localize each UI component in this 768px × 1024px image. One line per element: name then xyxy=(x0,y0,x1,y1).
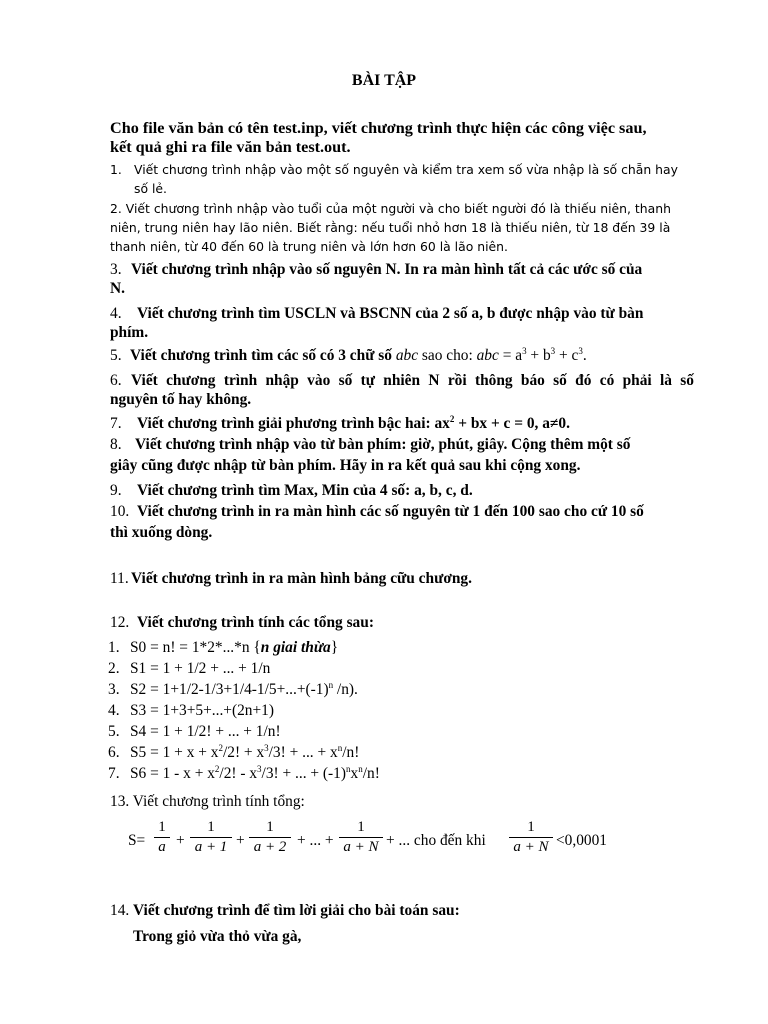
plus-sign: + xyxy=(236,832,245,849)
exercise-14-text: Viết chương trình để tìm lời giải cho bài toán sau: xyxy=(133,902,460,919)
sum-item: 2. S1 = 1 + 1/2 + ... + 1/n xyxy=(108,660,271,677)
intro-line-2: kết quả ghi ra file văn bản test.out. xyxy=(110,138,351,156)
fraction-1-over-a: 1 a xyxy=(154,818,170,857)
exercise-10-line-1: Viết chương trình in ra màn hình các số nguyên từ 1 đến 100 sao cho cứ 10 số xyxy=(137,503,644,520)
exercise-11-number: 11. xyxy=(110,570,129,587)
exercise-5-number: 5. xyxy=(110,347,122,364)
exercise-7-text: Viết chương trình giải phương trình bậc hai: $ax^2$ + bx + c = 0, a≠0. xyxy=(137,414,570,432)
exercise-1-line-1: Viết chương trình nhập vào một số nguyên và kiểm tra xem số vừa nhập là số chẵn hay xyxy=(134,162,678,177)
plus-sign: + xyxy=(176,832,185,849)
exercise-10-line-2: thì xuống dòng. xyxy=(110,524,213,541)
fraction-condition: 1 a + N xyxy=(509,818,553,857)
exercise-4-line-1: Viết chương trình tìm USCLN và BSCNN của 2 số a, b được nhập vào từ bàn xyxy=(137,305,644,322)
formula-tail: + ... cho đến khi xyxy=(386,832,486,849)
exercise-7-number: 7. xyxy=(110,415,122,432)
formula-condition: <0,0001 xyxy=(556,832,608,849)
fraction-1-over-a-plus-1: 1 a + 1 xyxy=(190,818,232,857)
exercise-8-number: 8. xyxy=(110,436,122,453)
exercise-5-text: Viết chương trình tìm các số có 3 chữ số abc sao cho: abc = $a^3 + b^3 + c^3$. xyxy=(130,346,587,364)
exercise-14-number: 14. xyxy=(110,902,130,919)
fraction-1-over-a-plus-n: 1 a + N xyxy=(339,818,383,857)
sum-item: 5. S4 = 1 + 1/2! + ... + 1/n! xyxy=(108,723,281,740)
exercise-8-line-1: Viết chương trình nhập vào từ bàn phím: giờ, phút, giây. Cộng thêm một số xyxy=(135,436,631,453)
sum-item: 1. S0 = n! = 1*2*...*n {n giai thừa} xyxy=(108,639,339,656)
exercise-12-number: 12. xyxy=(110,614,130,631)
page-title: BÀI TẬP xyxy=(351,72,417,89)
exercise-6-number: 6. xyxy=(110,372,122,389)
exercise-2-line-1: 2. Viết chương trình nhập vào tuổi của một người và cho biết người đó là thiếu niên, thanh xyxy=(110,201,671,216)
sum-item: 7. $S6 = 1 - x + x^2/2$! - $x^3/3$! + ... + $(-1)^nx^n/n$! xyxy=(108,764,380,782)
intro-line-1: Cho file văn bản có tên test.inp, viết chương trình thực hiện các công việc sau, xyxy=(110,119,647,137)
exercise-10-number: 10. xyxy=(110,503,130,520)
exercise-9-text: Viết chương trình tìm Max, Min của 4 số: a, b, c, d. xyxy=(137,482,473,499)
exercise-6-line-2: nguyên tố hay không. xyxy=(110,391,252,408)
exercise-6-line-1: Viết chương trình nhập vào số tự nhiên N rồi thông báo số đó có phải là số xyxy=(131,372,694,389)
exercise-1-number: 1. xyxy=(110,162,122,177)
exercise-3-line-2: N. xyxy=(110,280,125,297)
exercise-9-number: 9. xyxy=(110,482,122,499)
exercise-12-text: Viết chương trình tính các tổng sau: xyxy=(137,614,374,631)
exercise-14-line-2: Trong giỏ vừa thỏ vừa gà, xyxy=(133,928,302,945)
formula-s-label: S= xyxy=(128,832,146,849)
exercise-11-text: Viết chương trình in ra màn hình bảng cữu chương. xyxy=(131,570,472,587)
exercise-1-line-2: số lẻ. xyxy=(134,181,167,196)
fraction-1-over-a-plus-2: 1 a + 2 xyxy=(249,818,291,857)
sum-item: 4. S3 = 1+3+5+...+(2n+1) xyxy=(108,702,274,719)
sum-item: 6. $S5 = 1 + x + x^2/2$! + $x^3/3$! + ... + $x^n/n$! xyxy=(108,743,360,761)
exercise-2-line-3: thanh niên, từ 40 đến 60 là trung niên và lớn hơn 60 là lão niên. xyxy=(110,239,508,254)
exercise-8-line-2: giây cũng được nhập từ bàn phím. Hãy in ra kết quả sau khi cộng xong. xyxy=(110,457,581,474)
ellipsis-plus: + ... + xyxy=(297,832,334,849)
exercise-3-line-1: Viết chương trình nhập vào số nguyên N. In ra màn hình tất cả các ước số của xyxy=(131,261,643,278)
exercise-13-text: 13. Viết chương trình tính tổng: xyxy=(110,793,305,810)
exercise-2-line-2: niên, trung niên hay lão niên. Biết rằng: nếu tuổi nhỏ hơn 18 là thiếu niên, từ 18 đến 39 là xyxy=(110,220,671,235)
exercise-3-number: 3. xyxy=(110,261,122,278)
exercise-4-line-2: phím. xyxy=(110,324,149,341)
exercise-4-number: 4. xyxy=(110,305,122,322)
sum-item: 3. $S2 = 1+1/2-1/3+1/4-1/5+...+(-1)^n$ /n). xyxy=(108,680,358,698)
